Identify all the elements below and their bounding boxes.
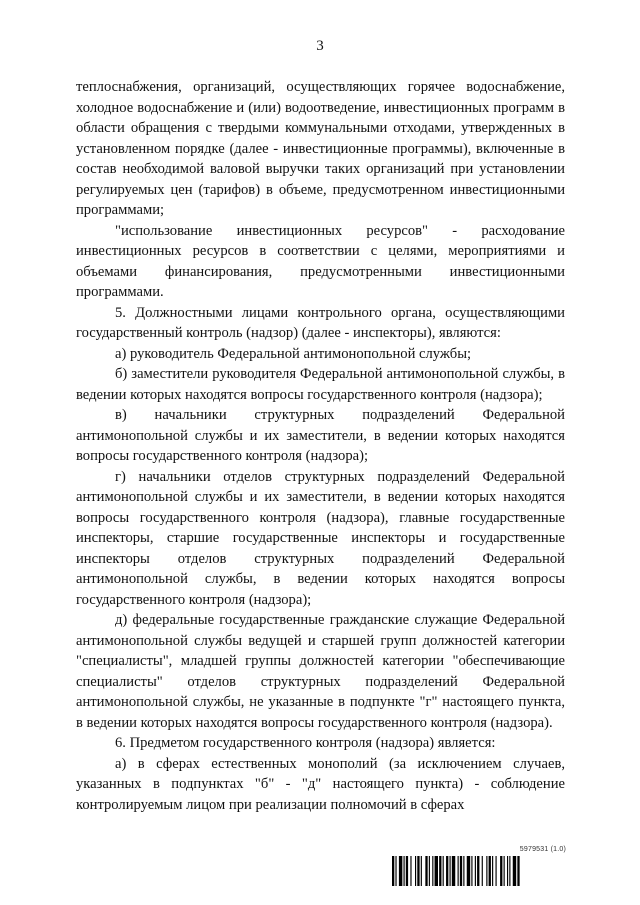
paragraph-item-6-subitem-a: а) в сферах естественных монополий (за исключением случаев, указанных в подпунктах "б" - "д" настоящего пункта) - соблюдение контролируемым лицом при реализации полномочий в сферах [76,755,565,813]
barcode-icon [392,856,570,886]
document-body [76,77,565,815]
paragraph-subitem-b: б) заместители руководителя Федеральной антимонопольной службы, в ведении которых находятся вопросы государственного контроля (надзора); [76,366,565,403]
page-number: 3 [316,38,324,54]
document-barcode [392,846,570,888]
barcode-caption: 5979531 (1.0) [519,846,566,853]
paragraph-subitem-v: в) начальники структурных подразделений Федеральной антимонопольной службы и их заместители, в ведении которых находятся вопросы государственного контроля (надзора); [76,407,565,464]
paragraph-item-5: 5. Должностными лицами контрольного органа, осуществляющими государственный контроль (надзор) (далее - инспекторы), являются: [76,304,565,341]
paragraph-item-6: 6. Предметом государственного контроля (надзора) является: [115,735,496,751]
paragraph-subitem-g: г) начальники отделов структурных подразделений Федеральной антимонопольной службы и их заместители, в ведении которых находятся вопросы государственного контроля (надзора), главные государственные инспекторы, старшие государственные инспекторы и государственные инспекторы отделов структурных подразделений Федеральной антимонопольной службы, в ведении которых находятся вопросы государственного контроля (надзора); [76,468,565,608]
paragraph-investment-resources-definition: "использование инвестиционных ресурсов" - расходование инвестиционных ресурсов в соответствии с целями, мероприятиями и объемами финансирования, предусмотренными инвестиционными программами. [76,222,565,300]
paragraph-continuation: теплоснабжения, организаций, осуществляющих горячее водоснабжение, холодное водоснабжение и (или) водоотведение, инвестиционных программ в области обращения с твердыми коммунальными отходами, утвержденных в установленном порядке (далее - инвестиционные программы), включенные в состав необходимой валовой выручки таких организаций при установлении регулируемых цен (тарифов) в объеме, предусмотренном инвестиционными программами; [76,79,565,218]
paragraph-subitem-d: д) федеральные государственные гражданские служащие Федеральной антимонопольной службы ведущей и старшей групп должностей категории "специалисты", младшей группы должностей категории "обеспечивающие специалисты" отделов структурных подразделений Федеральной антимонопольной службы, не указанные в подпункте "г" настоящего пункта, в ведении которых находятся вопросы государственного контроля (надзора). [76,612,565,731]
paragraph-subitem-a: а) руководитель Федеральной антимонопольной службы; [115,345,472,362]
